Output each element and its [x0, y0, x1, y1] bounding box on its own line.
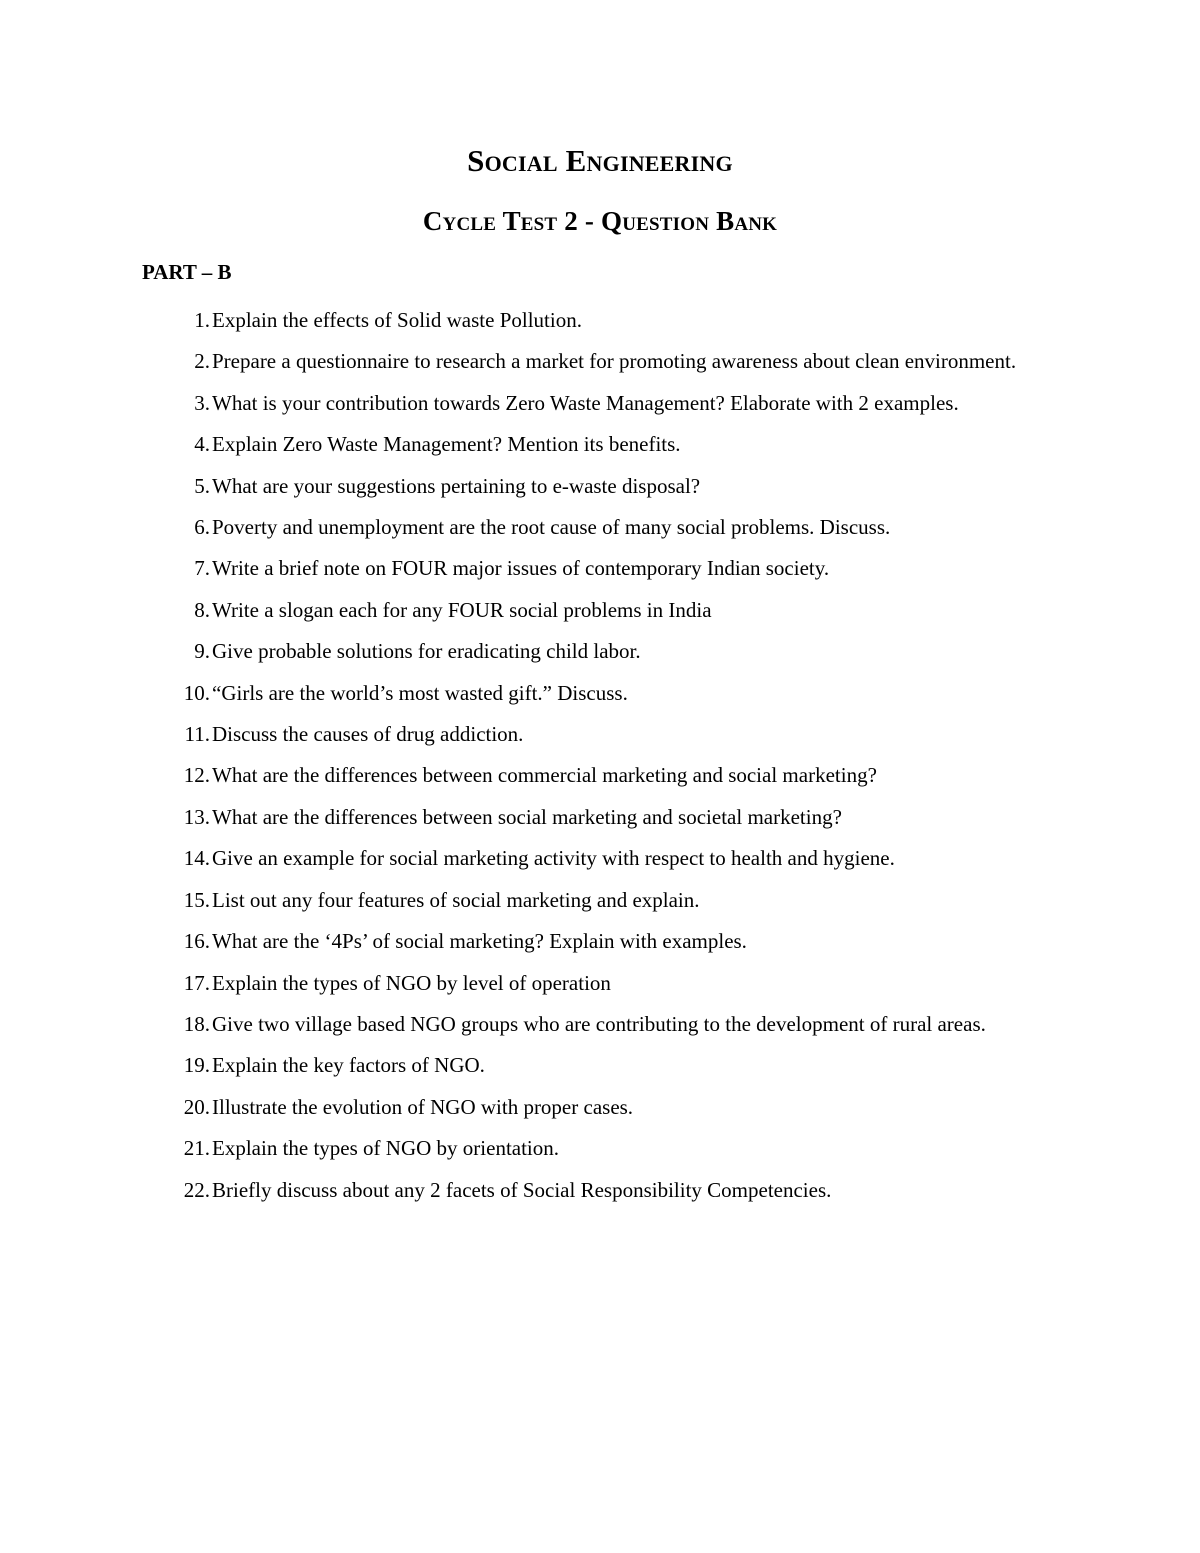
question-number: 15.	[183, 887, 210, 912]
question-text: What is your contribution towards Zero Waste Management? Elaborate with 2 examples.	[212, 390, 959, 415]
question-number: 7.	[194, 556, 210, 581]
question-text: Discuss the causes of drug addiction.	[212, 722, 524, 747]
question-item	[0, 838, 1200, 879]
document-title: Social Engineering	[467, 143, 733, 178]
question-number: 11.	[184, 722, 210, 747]
question-item	[0, 1170, 1200, 1211]
question-item	[0, 383, 1200, 424]
question-number: 22.	[183, 1177, 210, 1202]
question-text: Prepare a questionnaire to research a market for promoting awareness about clean environment.	[212, 349, 1017, 374]
question-number: 5.	[194, 473, 210, 498]
question-number: 6.	[194, 515, 210, 540]
question-item	[0, 797, 1200, 838]
question-item	[0, 590, 1200, 631]
question-text: What are the ‘4Ps’ of social marketing? Explain with examples.	[212, 929, 747, 954]
question-text: Illustrate the evolution of NGO with proper cases.	[212, 1094, 634, 1119]
document-subtitle: Cycle Test 2 - Question Bank	[422, 206, 778, 236]
question-number: 4.	[194, 432, 210, 457]
question-item	[0, 341, 1200, 382]
question-number: 12.	[183, 763, 210, 788]
question-item	[0, 1045, 1200, 1086]
question-item	[0, 755, 1200, 796]
question-text: Explain the effects of Solid waste Pollution.	[212, 308, 582, 332]
question-number: 9.	[194, 639, 210, 664]
question-text: Give two village based NGO groups who are contributing to the development of rural areas.	[212, 1011, 986, 1036]
question-item	[0, 921, 1200, 962]
question-item	[0, 466, 1200, 507]
question-number: 2.	[194, 349, 210, 374]
question-item	[0, 673, 1200, 714]
question-item	[0, 963, 1200, 1004]
question-item	[0, 548, 1200, 589]
question-number: 1.	[194, 308, 210, 332]
question-text: Explain the types of NGO by level of operation	[212, 970, 611, 995]
question-number: 13.	[183, 804, 210, 829]
question-item	[0, 1128, 1200, 1169]
question-text: Give probable solutions for eradicating child labor.	[212, 639, 641, 664]
question-item	[0, 507, 1200, 548]
question-item	[0, 424, 1200, 465]
question-text: Poverty and unemployment are the root cause of many social problems. Discuss.	[212, 515, 891, 540]
question-number: 19.	[183, 1053, 210, 1078]
question-text: List out any four features of social marketing and explain.	[212, 887, 700, 912]
question-text: “Girls are the world’s most wasted gift.” Discuss.	[212, 680, 628, 705]
question-number: 18.	[183, 1011, 210, 1036]
question-number: 16.	[183, 929, 210, 954]
question-number: 10.	[183, 680, 210, 705]
question-text: Briefly discuss about any 2 facets of Social Responsibility Competencies.	[212, 1177, 832, 1202]
question-text: Write a brief note on FOUR major issues of contemporary Indian society.	[212, 556, 830, 581]
question-text: What are the differences between commercial marketing and social marketing?	[212, 763, 877, 788]
section-heading: PART – B	[142, 260, 232, 284]
question-number: 20.	[183, 1094, 210, 1119]
question-list	[0, 300, 1200, 1211]
question-number: 14.	[183, 846, 210, 871]
question-text: What are your suggestions pertaining to e-waste disposal?	[212, 473, 701, 498]
question-text: What are the differences between social marketing and societal marketing?	[212, 804, 842, 829]
question-item	[0, 631, 1200, 672]
question-number: 8.	[194, 597, 210, 622]
question-item	[0, 300, 1200, 341]
question-text: Explain Zero Waste Management? Mention its benefits.	[212, 432, 681, 457]
question-text: Explain the key factors of NGO.	[212, 1053, 485, 1078]
question-text: Explain the types of NGO by orientation.	[212, 1136, 560, 1161]
question-item	[0, 880, 1200, 921]
question-number: 3.	[194, 390, 210, 415]
question-text: Write a slogan each for any FOUR social problems in India	[212, 597, 712, 622]
question-item	[0, 1004, 1200, 1045]
question-text: Give an example for social marketing activity with respect to health and hygiene.	[212, 846, 895, 871]
question-item	[0, 1087, 1200, 1128]
question-number: 21.	[183, 1136, 210, 1161]
question-item	[0, 714, 1200, 755]
question-number: 17.	[183, 970, 210, 995]
